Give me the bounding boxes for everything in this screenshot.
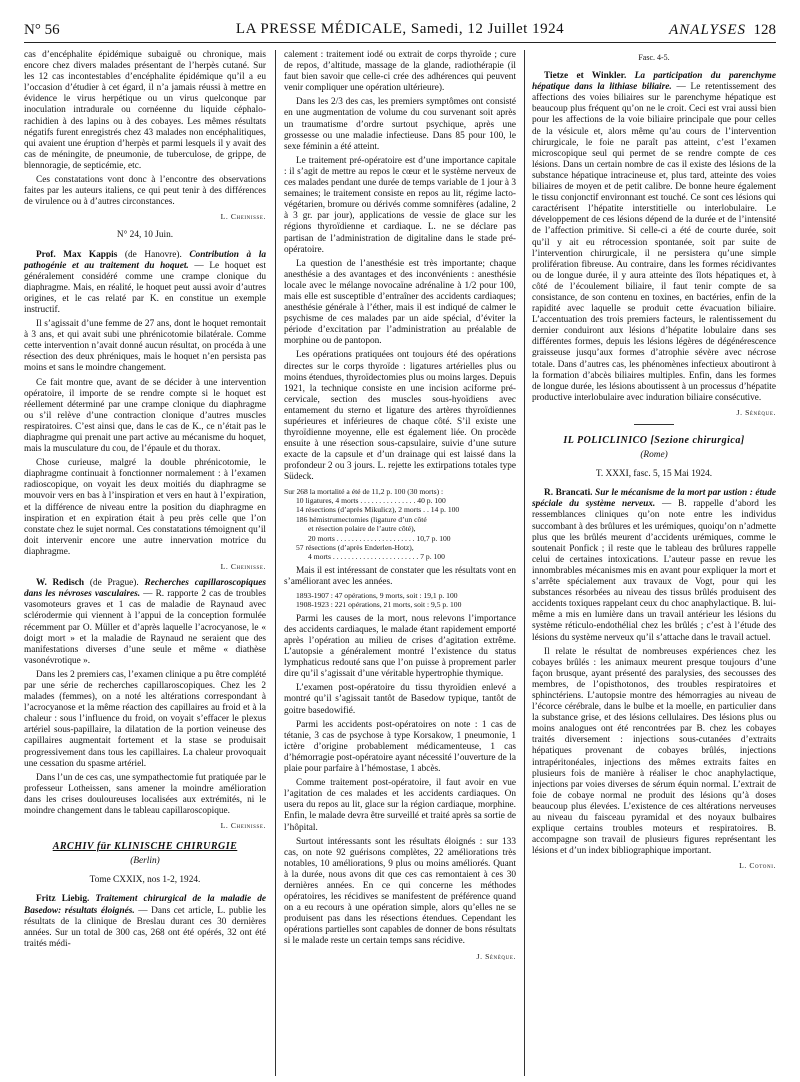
signature: L. Cheinisse.: [220, 212, 266, 222]
signature: L. Cheinisse.: [220, 562, 266, 572]
paragraph: Dans les 2 premiers cas, l’examen clinique a pu être complété par une série de recherches capillaroscopiques. Chez les 2 malades (femmes), on a noté les altérations correspondant à l’acrocyanose et la même réaction des capillaires au froid et à la chaleur : sous l’influence du froid, on voyait s’effacer le plexus artériel sous-papillaire, la dilatation de la portion veineuse des capillaires augmentait fortement et la stase se produisait progressivement dans tous les capillaires. La chaleur provoquait une cessation du spasme artériel.: [24, 669, 267, 769]
section-page: [669, 22, 776, 39]
journal-city: (Berlin): [130, 856, 160, 867]
column-3: [532, 50, 776, 877]
journal-title: LA PRESSE MÉDICALE, Samedi, 12 Juillet 1924: [235, 21, 565, 37]
paragraph: Ce fait montre que, avant de se décider à une intervention opératoire, il importe de se rendre compte si le hoquet est réellement déterminé par une crampe clonique du diaphragme ou s’il relève d’une contraction clonique d’autres muscles respiratoires. C’est ainsi que, dans le cas de K., ce n’était pas le diaphragme qui prenait une part active au mécanisme du hoquet, mais la musculature du cou, de l’épaule et du thorax.: [24, 377, 266, 455]
paragraph: L’examen post-opératoire du tissu thyroïdien enlevé a montré qu’il s’agissait tantôt de Basedow typique, tantôt de goitre basedowifié.: [284, 683, 516, 716]
paragraph: Chose curieuse, malgré la double phrénicotomie, le diaphragme continuait à fonctionner normalement : à l’examen radioscopique, on voyait les deux moitiés du diaphragme se mouvoir vers en bas à l’inspiration et vers en haut à l’expiration, et la différence de niveau entre la position du diaphragme en inspiration et en expiration était à peu près celle que l’on constate chez le sujet normal. Ces constatations témoignent qu’il doit intervenir encore une autre innervation motrice du diaphragme.: [24, 458, 266, 557]
table-row: 4 morts . . . . . . . . . . . . . . . . . . . . . . . 7 p. 100: [308, 552, 445, 562]
page-header: [0, 0, 800, 38]
separator: [634, 424, 674, 425]
table-row: 14 résections (d’après Mikulicz), 2 morts . . 14 p. 100: [296, 505, 460, 515]
table-row: 186 hémistrumectomies (ligature d’un côté: [296, 514, 427, 524]
paragraph: Dans l’un de ces cas, une sympathectomie fut pratiquée par le professeur Lotheissen, sans amener la moindre amélioration dans les crises douloureuses localisées aux extrémités, ni le moindre changement dans le tableau capillaroscopique.: [24, 772, 267, 816]
paragraph: Ces constatations vont donc à l’encontre des observations faites par les auteurs italiens, ce qui peut tenir à des différences de virulence ou à d’autres circonstances.: [24, 175, 266, 208]
paragraph: calement : traitement iodé ou extrait de corps thyroïde ; cure de repos, d’altitude, massage de la glande, radiothérapie (il faut bien savoir que celle-ci crée des adhérences qui peuvent venir compliquer une opération ultérieure).: [284, 50, 516, 94]
signature: L. Cotoni.: [739, 861, 776, 871]
fascicle: Fasc. 4-5.: [638, 53, 670, 62]
journal-heading: IL POLICLINICO [Sezione chirurgica]: [563, 435, 745, 446]
article-tietze: Tietze et Winkler. La participation du parenchyme hépatique dans la lithiase biliaire. — Le retentissement des affections des voies biliaires sur le parenchyme hépatique est beaucoup plus fréquent qu’on ne le croit. Ceci est vrai aussi bien pour les affections de la voie biliaire principale que pour celles de la vésicule et, alors même qu’au cours de l’intervention chirurgicale, le foie ne paraît pas atteint, c’est l’examen microscopique seul qui permet de se rendre compte de ces lésions. Dans un certain nombre de cas il existe des lésions de la substance hépatique intracineuse et, plus tard, atteinte des voies biliaires de moyen et de petit calibre. De bonne heure également le tissu conjonctif environnant est touché. Ce sont ces lésions qui caractérisent l’hépatite interstitielle ou interlobulaire. Le développement de ces lésions dépend de la durée et de l’intensité de l’affection primitive. Si celle-ci a été de courte durée, soit qu’il y ait eu rétrocession spontanée, soit par suite de l’intervention chirurgicale, il ne persistera qu’une simple prolifération fibreuse. Au contraire, dans les formes récidivantes ou de longue durée, il y aura atteinte des îlots hépatiques et, à côté de l’écoulement biliaire, il faut tenir compte de sa consistance, de son contenu en toxines, en bactéries, enfin de la rapidité avec laquelle se produit cette évacuation biliaire. L’accentuation des trois premiers facteurs, le ralentissement du dernier conduiront aux lésions d’hépatite lobulaire dans ses différentes formes, depuis les lésions légères de dégénérescence graisseuse jusqu’aux formes d’atrophie sévère avec nécrose totale. Dans d’autres cas, les phénomènes infectieux aboutiront à la formation d’abcès biliaires multiples. Enfin, dans les formes de longue durée, les lésions aboutissent à un processus d’hépatite productive interlobulaire avec induration biliaire consécutive.: [532, 71, 776, 403]
paragraph: cas d’encéphalite épidémique subaiguë ou chronique, mais encore chez divers malades présentant de l’herpès cutané. Sur les 12 cas incontestables d’encéphalite épidémique qu’il a eu l’occasion d’étudier à cet égard, il n’a jamais réussi à mettre en évidence le virus herpétique ou un virus quelconque par inoculation intradurale ou cornéenne du liquide céphalo-rachidien à des lapins ou à des cobayes. Les mêmes résultats négatifs furent enregistrés chez 43 malades non encéphalitiques, qui avaient une éruption d’herpès et parmi lesquels il y avait des cas de méningite, de pneumonie, de tuberculose, de grippe, de blennoragie, de septicémie, etc.: [24, 50, 266, 171]
issue-date: N° 24, 10 Juin.: [116, 230, 174, 241]
table-row: 20 morts . . . . . . . . . . . . . . . . . . . . . 10,7 p. 100: [308, 533, 451, 543]
issue-number: N° 56: [24, 22, 60, 38]
table-row: 57 résections (d’après Enderlen-Hotz),: [296, 543, 414, 552]
table-row: Sur 268 la mortalité a été de 11,2 p. 100 (30 morts) :: [284, 486, 444, 496]
tome: T. XXXI, fasc. 5, 15 Mai 1924.: [595, 469, 713, 480]
column-divider: [275, 50, 276, 1076]
header-rule: [24, 42, 776, 43]
column-divider: [524, 50, 525, 1076]
column-1: [24, 50, 266, 953]
tome: Tome CXXIX, nos 1-2, 1924.: [89, 875, 201, 886]
paragraph: Il relate le résultat de nombreuses expériences chez les cobayes brûlés : les animaux meurent presque toujours d’une façon brusque, ayant présenté des paralysies, des secousses des membres, de l’opisthotonos, des troubles respiratoires et sphinctériens. L’autopsie montre des hémorragies au niveau de l’écorce cérébrale, dans le bulbe et la moelle, en particulier dans la substance grise, et des lésions cellulaires. Des lésions plus ou moins analogues ont été rencontrées par B. chez les cobayes traités diversement : injections sous-cutanées d’extraits hépatiques provenant de cobayes brûlés, injections intrapéritonéales, injections des mêmes extraits faites en plusieurs fois de manière à réaliser le choc anaphylactique, injections par voies diverses de sérum équin normal. L’extrait de foie de cobaye normal ne produit des lésions qu’à doses beaucoup plus élevées. L’existence de ces altérations nerveuses au niveau du faisceau pyramidal et des noyaux bulbaires explique certains troubles moteurs et respiratoires. B. accompagne son travail de plusieurs figures représentant les lésions et d’un index bibliographique important.: [532, 646, 776, 857]
article-redisch: W. Redisch (de Prague). Recherches capillaroscopiques dans les névroses vasculaires. — R. rapporte 2 cas de troubles vasomoteurs graves et 1 cas de maladie de Raynaud avec sclérodermie qui viennent à l’appui de la conception formulée récemment par O. Müller et d’après laquelle l’acrocyanose, le « doigt mort » et la maladie de Raynaud ne seraient que des manifestations diverses d’une seule et même « diathèse vasonévrotique ».: [24, 578, 266, 666]
paragraph: Surtout intéressants sont les résultats éloignés : sur 133 cas, on note 92 guérisons complètes, 22 améliorations très notables, 10 améliorations, 9 plus ou moins améliorés. Quant à la durée, nous avons dit que ces cas remontaient à ces 30 dernières années. En ce qui concerne les méthodes opératoires, les récidives se manifestent de préférence quand on a eu recours à une opération simple, alors qu’elles ne se produisent pas dans les résections étendues. Cependant les opérations partielles sont capables de donner de bons résultats si le malade reste un certain temps sans récidive.: [284, 836, 516, 947]
signature: J. Sénèque.: [736, 407, 776, 417]
paragraph: Il s’agissait d’une femme de 27 ans, dont le hoquet remontait à 3 ans, et qui avait subi une phrénicotomie bilatérale. Comme cette intervention n’avait donné aucun résultat, on procéda à une résection des deux phréniques, mais le hoquet n’en persista pas moins et sans le moindre changement.: [24, 319, 266, 374]
paragraph: Parmi les causes de la mort, nous relevons l’importance des accidents cardiaques, le malade étant rapidement emporté après l’opération au milieu de crises d’agitation extrême. L’autopsie a généralement montré l’existence du status lymphaticus redouté sans que l’on puisse à proprement parler dire qu’il s’agissait d’une véritable hypertrophie thymique.: [284, 613, 516, 680]
article-brancati: R. Brancati. Sur le mécanisme de la mort par ustion : étude spéciale du système nerveux. — B. rappelle d’abord les ressemblances cliniques qu’on note entre les individus succombant à des brûlures et les urémiques, quoiqu’on n’admette plus que les brûlés meurent d’accidents urémiques, comme le soutenait Ponfick ; il reste que le tableau des brûlures rappelle celui de certaines intoxications. L’auteur passe en revue les innombrables mécanismes mis en avant pour expliquer la mort et s’arrête spécialement aux travaux de Vogt, pour qui les substances résorbées au niveau des tissus brûlés produisent des accidents toxiques rappelant ceux du choc anaphylactique. B. lui-même a mis en lumière dans un travail antérieur les lésions du système réticulo-endothélial chez les brûlés ; c’est à l’étude des lésions du système nerveux qu’il s’attache dans le travail actuel.: [532, 488, 776, 643]
article-kappis: Prof. Max Kappis (de Hanovre). Contribution à la pathogénie et au traitement du hoquet. — Le hoquet est généralement considéré comme une crampe clonique du diaphragme. Mais, en réalité, le hoquet peut aussi avoir d’autres origines, et le cas relaté par K. en constitue un exemple instructif.: [24, 249, 267, 315]
paragraph: Comme traitement post-opératoire, il faut avoir en vue l’agitation de ces malades et les accidents cardiaques. On usera du repos au lit, glace sur la région cardiaque, morphine. Enfin, le malade devra être surveillé et traité après sa sortie de l’hôpital.: [284, 778, 516, 833]
results-table: [284, 591, 516, 610]
paragraph: Dans les 2/3 des cas, les premiers symptômes ont consisté en une augmentation de volume du cou survenant soit après un traumatisme d’ordre surtout psychique, après une grossesse ou une maladie infectieuse. Dans 85 pour 100, le sexe féminin a été atteint.: [284, 97, 516, 152]
paragraph: Les opérations pratiquées ont toujours été des opérations directes sur le corps thyroïde : ligatures artérielles plus ou moins étendues, thyroïdectomies plus ou moins larges. Depuis 1921, la technique consiste en une incision aciforme pré-cervicale, section des muscles sous-hyoïdiens avec entamement du sterno et ligature des artères thyroïdiennes supérieures et inférieures de chaque côté. S’il existe une thyroïdienne moyenne, elle est également liée. On procède ensuite à une résection sous-capsulaire, suivie d’une suture exacte de la capsule et d’un drainage qui est laissé dans la profondeur 2 ou 3 jours. L. rejette les extirpations totales type Südeck.: [284, 350, 516, 483]
signature: L. Cheinisse.: [220, 821, 266, 831]
article-liebig: Fritz Liebig. Traitement chirurgical de la maladie de Basedow: résultats éloignés. — Dans cet article, L. publie les résultats de la clinique de Breslau durant ces 30 dernières années. Sur un total de 300 cas, 268 ont été opérés, 32 ont été traités médi-: [24, 894, 266, 949]
journal-city: (Rome): [640, 450, 668, 461]
mortality-table: [284, 487, 516, 562]
paragraph: Le traitement pré-opératoire est d’une importance capitale : il s’agit de mettre au repos le cœur et le système nerveux de ces malades pendant une durée de temps variable de 1 jour à 3 semaines; le traitement consiste en repos au lit, régime lacto-végétarien, bromure ou dérivés comme somnifères (adaline, 2 à 3 gr. par jour), applications de vessie de glace sur les régions thyroïdienne et cardiaque. L. ne se déclare pas partisan de l’administration de digitaline dans le stade pré-opératoire.: [284, 155, 516, 255]
page-number: 128: [753, 22, 776, 38]
table-row: 1893-1907 : 47 opérations, 9 morts, soit : 19,1 p. 100: [296, 591, 458, 600]
paragraph: Mais il est intéressant de constater que les résultats vont en s’améliorant avec les années.: [284, 565, 516, 587]
signature: J. Sénèque.: [476, 951, 516, 961]
table-row: et résection polaire de l’autre côté),: [308, 524, 416, 534]
paragraph: Parmi les accidents post-opératoires on note : 1 cas de tétanie, 3 cas de psychose à type Korsakow, 1 pneumonie, 1 ictère d’origine probablement médicamenteuse, 1 cas d’hémorragie post-opératoire ayant nécessité l’ouverture de la plaie pour parfaire à l’hémostase, 1 abcès.: [284, 719, 516, 775]
section-name: ANALYSES: [669, 22, 746, 38]
journal-heading: ARCHIV für KLINISCHE CHIRURGIE: [52, 841, 238, 853]
table-row: 10 ligatures, 4 morts . . . . . . . . . . . . . . . 40 p. 100: [296, 495, 446, 505]
table-row: 1908-1923 : 221 opérations, 21 morts, soit : 9,5 p. 100: [296, 600, 462, 610]
column-2: [284, 50, 516, 968]
paragraph: La question de l’anesthésie est très importante; chaque anesthésie a des avantages et des inconvénients : anesthésie locale avec le mélange novocaïne adrénaline à 1/2 pour 100, mais elle est susceptible d’entraîner des accidents cardiaques; anesthésie générale à l’éther, mais il est indiqué de calmer le psychisme de ces malades par un aide spécial, d’éviter la période d’excitation par l’administration au préalable de morphine ou de pantopon.: [284, 258, 516, 347]
